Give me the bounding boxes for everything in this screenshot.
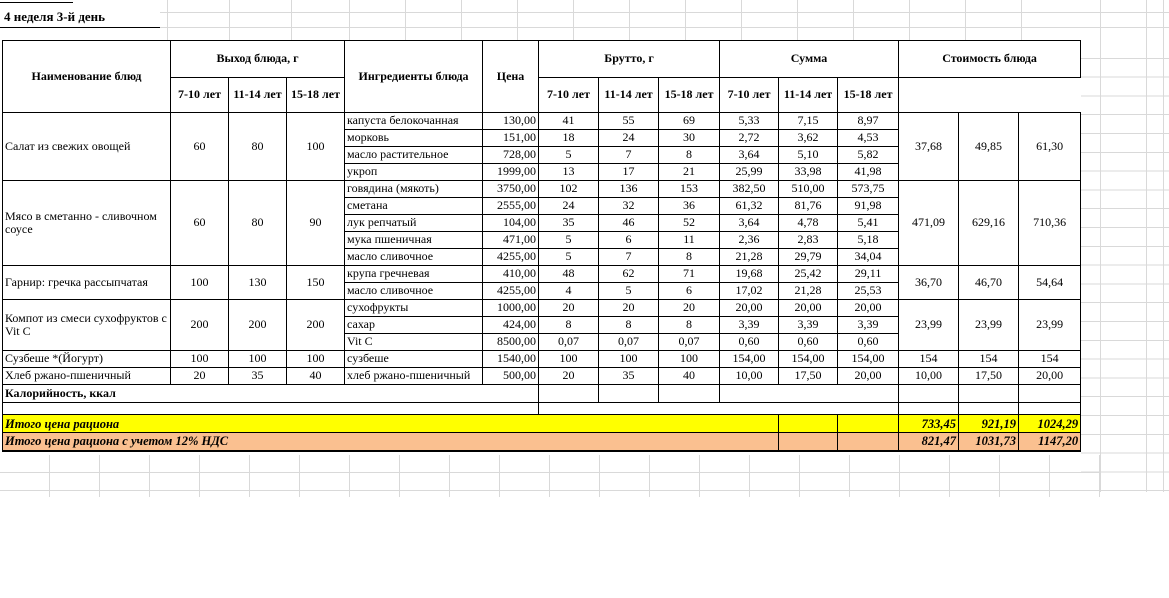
ingredient-row <box>3 181 1081 198</box>
cell-price[interactable]: 471,00 <box>483 232 539 249</box>
cell-sum[interactable]: 0,60 <box>838 334 899 351</box>
cell-empty[interactable] <box>1019 403 1081 415</box>
cell-gross[interactable]: 36 <box>659 198 720 215</box>
cell-empty[interactable] <box>1019 385 1081 403</box>
cell-gross[interactable]: 6 <box>659 283 720 300</box>
cell-gross[interactable]: 136 <box>599 181 659 198</box>
cell-gross[interactable]: 55 <box>599 113 659 130</box>
cell-ingredient[interactable]: капуста белокочанная <box>345 113 483 130</box>
cell-price[interactable]: 104,00 <box>483 215 539 232</box>
ingredient-row <box>3 266 1081 283</box>
cell-empty[interactable] <box>959 385 1019 403</box>
cell-gross[interactable]: 0,07 <box>599 334 659 351</box>
cell-sum[interactable]: 2,36 <box>720 232 779 249</box>
cell-sum[interactable]: 3,64 <box>720 147 779 164</box>
cell-empty[interactable] <box>899 385 959 403</box>
cell-total-value[interactable]: 733,45 <box>899 415 959 433</box>
cell-output[interactable]: 90 <box>287 181 345 266</box>
cell-sum[interactable]: 154,00 <box>720 351 779 368</box>
cell-cost[interactable]: 20,00 <box>1019 368 1081 385</box>
cell-empty[interactable] <box>779 433 838 451</box>
cell-empty[interactable] <box>899 403 959 415</box>
menu-cost-table <box>2 40 1081 452</box>
cell-ingredient[interactable]: морковь <box>345 130 483 147</box>
gridline <box>229 0 230 40</box>
cell-gross[interactable]: 24 <box>599 130 659 147</box>
cell-output[interactable]: 200 <box>171 300 229 351</box>
cell-output[interactable]: 100 <box>171 351 229 368</box>
gridline <box>291 0 292 40</box>
cell-sum[interactable]: 3,62 <box>779 130 838 147</box>
calories-row <box>3 385 1081 403</box>
gridline <box>160 27 1169 28</box>
cell-gross[interactable]: 46 <box>599 215 659 232</box>
header-gross-age-3[interactable]: 15-18 лет <box>659 78 720 113</box>
cell-gross[interactable]: 5 <box>539 232 599 249</box>
cell-cost[interactable]: 629,16 <box>959 181 1019 266</box>
cell-sum[interactable]: 154,00 <box>838 351 899 368</box>
cell-sum[interactable]: 5,41 <box>838 215 899 232</box>
cell-gross[interactable]: 41 <box>539 113 599 130</box>
cell-empty[interactable] <box>720 385 899 403</box>
cell-sum[interactable]: 573,75 <box>838 181 899 198</box>
header-price[interactable]: Цена <box>483 41 539 113</box>
cell-price[interactable]: 151,00 <box>483 130 539 147</box>
cell-gross[interactable]: 13 <box>539 164 599 181</box>
cell-cost[interactable]: 54,64 <box>1019 266 1081 300</box>
header-ingredients[interactable]: Ингредиенты блюда <box>345 41 483 113</box>
header-gross[interactable]: Брутто, г <box>539 41 720 78</box>
cell-cost[interactable]: 61,30 <box>1019 113 1081 181</box>
ingredient-row <box>3 113 1081 130</box>
cell-gross[interactable]: 100 <box>599 351 659 368</box>
gridline <box>685 0 686 40</box>
gridline <box>909 0 910 40</box>
cell-sum[interactable]: 19,68 <box>720 266 779 283</box>
cell-ingredient[interactable]: масло сливочное <box>345 283 483 300</box>
cell-gross[interactable]: 6 <box>599 232 659 249</box>
cell-gross[interactable]: 48 <box>539 266 599 283</box>
cell-gross[interactable]: 21 <box>659 164 720 181</box>
cell-output[interactable]: 200 <box>229 300 287 351</box>
cell-empty[interactable] <box>3 403 539 415</box>
cell-dish[interactable]: Гарнир: гречка рассыпчатая <box>3 266 171 300</box>
cell-gross[interactable]: 24 <box>539 198 599 215</box>
cell-empty[interactable] <box>659 385 720 403</box>
gridline <box>741 0 742 40</box>
cell-ingredient[interactable]: говядина (мякоть) <box>345 181 483 198</box>
cell-sum[interactable]: 61,32 <box>720 198 779 215</box>
cell-total-value[interactable]: 1147,20 <box>1019 433 1081 451</box>
cell-sum[interactable]: 25,42 <box>779 266 838 283</box>
cell-cost[interactable]: 23,99 <box>1019 300 1081 351</box>
header-gross-age-2[interactable]: 11-14 лет <box>599 78 659 113</box>
cell-ingredient[interactable]: сахар <box>345 317 483 334</box>
cell-dish[interactable]: Мясо в сметанно - сливочном соусе <box>3 181 171 266</box>
cell-output[interactable]: 100 <box>229 351 287 368</box>
cell-output[interactable]: 200 <box>287 300 345 351</box>
cell-empty[interactable] <box>838 415 899 433</box>
ingredient-row <box>3 351 1081 368</box>
cell-gross[interactable]: 102 <box>539 181 599 198</box>
cell-cost[interactable]: 23,99 <box>899 300 959 351</box>
gridline-area <box>1081 40 1169 492</box>
cell-cost[interactable]: 23,99 <box>959 300 1019 351</box>
cell-output[interactable]: 100 <box>171 266 229 300</box>
cell-ingredient[interactable]: сметана <box>345 198 483 215</box>
cell-price[interactable]: 2555,00 <box>483 198 539 215</box>
cell-sum[interactable]: 17,02 <box>720 283 779 300</box>
gridline <box>349 0 350 40</box>
cell-cost[interactable]: 46,70 <box>959 266 1019 300</box>
cell-cost[interactable]: 154 <box>959 351 1019 368</box>
cell-output[interactable]: 35 <box>229 368 287 385</box>
cell-gross[interactable]: 100 <box>539 351 599 368</box>
gridline <box>573 0 574 40</box>
cell-total-value[interactable]: 1024,29 <box>1019 415 1081 433</box>
cell-price[interactable]: 8500,00 <box>483 334 539 351</box>
cell-gross[interactable]: 62 <box>599 266 659 283</box>
cell-gross[interactable]: 30 <box>659 130 720 147</box>
total-row <box>3 415 1081 433</box>
header-output-age-3[interactable]: 15-18 лет <box>287 78 345 113</box>
header-gross-age-1[interactable]: 7-10 лет <box>539 78 599 113</box>
cell-sum[interactable]: 5,82 <box>838 147 899 164</box>
cell-dish[interactable]: Сузбеше *(Йогурт) <box>3 351 171 368</box>
cell-price[interactable]: 424,00 <box>483 317 539 334</box>
cell-gross[interactable]: 8 <box>599 317 659 334</box>
cell-price[interactable]: 410,00 <box>483 266 539 283</box>
cell-sum[interactable]: 20,00 <box>838 368 899 385</box>
cell-total-label[interactable]: Итого цена рациона <box>3 415 779 433</box>
cell-gross[interactable]: 40 <box>659 368 720 385</box>
cell-empty[interactable] <box>539 385 599 403</box>
cell-gross[interactable]: 7 <box>599 249 659 266</box>
ingredient-row <box>3 300 1081 317</box>
header-row-groups <box>3 41 1081 78</box>
header-sum-age-1[interactable]: 7-10 лет <box>720 78 779 113</box>
cell-total-label[interactable]: Итого цена рациона с учетом 12% НДС <box>3 433 779 451</box>
cell-gross[interactable]: 35 <box>539 215 599 232</box>
cell-sum[interactable]: 41,98 <box>838 164 899 181</box>
cell-price[interactable]: 4255,00 <box>483 283 539 300</box>
cell-sum[interactable]: 0,60 <box>779 334 838 351</box>
cell-gross[interactable]: 20 <box>539 368 599 385</box>
header-sum[interactable]: Сумма <box>720 41 899 78</box>
cell-sum[interactable]: 17,50 <box>779 368 838 385</box>
gridline <box>1021 0 1022 40</box>
cell-price[interactable]: 500,00 <box>483 368 539 385</box>
cell-gross[interactable]: 20 <box>599 300 659 317</box>
cell-sum[interactable]: 25,53 <box>838 283 899 300</box>
gridline <box>965 0 966 40</box>
cell-sum[interactable]: 21,28 <box>720 249 779 266</box>
cell-gross[interactable]: 100 <box>659 351 720 368</box>
cell-price[interactable]: 1000,00 <box>483 300 539 317</box>
cell-cost[interactable]: 154 <box>899 351 959 368</box>
cell-sum[interactable]: 5,18 <box>838 232 899 249</box>
cell-ingredient[interactable]: масло растительное <box>345 147 483 164</box>
cell-output[interactable]: 20 <box>171 368 229 385</box>
cell-cost[interactable]: 471,09 <box>899 181 959 266</box>
cell-sum[interactable]: 3,39 <box>720 317 779 334</box>
cell-sum[interactable]: 0,60 <box>720 334 779 351</box>
cell-sum[interactable]: 2,72 <box>720 130 779 147</box>
cell-sum[interactable]: 10,00 <box>720 368 779 385</box>
cell-dish[interactable]: Хлеб ржано-пшеничный <box>3 368 171 385</box>
header-output-age-2[interactable]: 11-14 лет <box>229 78 287 113</box>
cell-ingredient[interactable]: лук репчатый <box>345 215 483 232</box>
gridline <box>797 0 798 40</box>
cell-empty[interactable] <box>838 433 899 451</box>
total-with-vat-row <box>3 433 1081 451</box>
cell-sum[interactable]: 91,98 <box>838 198 899 215</box>
cell-ingredient[interactable]: сухофрукты <box>345 300 483 317</box>
cell-output[interactable]: 150 <box>287 266 345 300</box>
cell-gross[interactable]: 35 <box>599 368 659 385</box>
cell-ingredient[interactable]: хлеб ржано-пшеничный <box>345 368 483 385</box>
cell-cost[interactable]: 36,70 <box>899 266 959 300</box>
cell-sum[interactable]: 29,11 <box>838 266 899 283</box>
cell-cost[interactable]: 710,36 <box>1019 181 1081 266</box>
cell-sum[interactable]: 3,39 <box>838 317 899 334</box>
cell-sum[interactable]: 3,64 <box>720 215 779 232</box>
cell-output[interactable]: 130 <box>229 266 287 300</box>
cell-empty[interactable] <box>959 403 1019 415</box>
cell-cost[interactable]: 49,85 <box>959 113 1019 181</box>
cell-gross[interactable]: 5 <box>599 283 659 300</box>
cell-gross[interactable]: 4 <box>539 283 599 300</box>
cell-cost[interactable]: 10,00 <box>899 368 959 385</box>
cell-total-value[interactable]: 1031,73 <box>959 433 1019 451</box>
cell-ingredient[interactable]: укроп <box>345 164 483 181</box>
gridline <box>167 0 168 40</box>
cell-output[interactable]: 80 <box>229 181 287 266</box>
cell-gross[interactable]: 8 <box>659 317 720 334</box>
cell-price[interactable]: 1540,00 <box>483 351 539 368</box>
sheet-title-cell[interactable]: 4 неделя 3-й день <box>4 9 106 24</box>
cell-ingredient[interactable]: крупа гречневая <box>345 266 483 283</box>
cell-gross[interactable]: 18 <box>539 130 599 147</box>
cell-ingredient[interactable]: Vit C <box>345 334 483 351</box>
cell-output[interactable]: 60 <box>171 181 229 266</box>
cell-sum[interactable]: 8,97 <box>838 113 899 130</box>
header-sum-age-3[interactable]: 15-18 лет <box>838 78 899 113</box>
cell-calories-label[interactable]: Калорийность, ккал <box>3 385 539 403</box>
cell-gross[interactable]: 8 <box>659 147 720 164</box>
cell-gross[interactable]: 0,07 <box>539 334 599 351</box>
gridline <box>405 0 406 40</box>
cell-sum[interactable]: 4,53 <box>838 130 899 147</box>
cell-price[interactable]: 728,00 <box>483 147 539 164</box>
cell-gross[interactable]: 7 <box>599 147 659 164</box>
cell-gross[interactable]: 0,07 <box>659 334 720 351</box>
cell-price[interactable]: 3750,00 <box>483 181 539 198</box>
gridline <box>517 0 518 40</box>
cell-empty[interactable] <box>599 385 659 403</box>
cell-gross[interactable]: 17 <box>599 164 659 181</box>
cell-output[interactable]: 40 <box>287 368 345 385</box>
cell-cost[interactable]: 37,68 <box>899 113 959 181</box>
cell-sum[interactable]: 20,00 <box>779 300 838 317</box>
cell-sum[interactable]: 81,76 <box>779 198 838 215</box>
cell-total-value[interactable]: 921,19 <box>959 415 1019 433</box>
cell-ingredient[interactable]: мука пшеничная <box>345 232 483 249</box>
cell-ingredient[interactable]: сузбеше <box>345 351 483 368</box>
cell-sum[interactable]: 33,98 <box>779 164 838 181</box>
title-cell-border <box>0 27 160 28</box>
cell-gross[interactable]: 20 <box>539 300 599 317</box>
cell-cost[interactable]: 154 <box>1019 351 1081 368</box>
cell-gross[interactable]: 11 <box>659 232 720 249</box>
header-sum-age-2[interactable]: 11-14 лет <box>779 78 838 113</box>
cell-dish[interactable]: Компот из смеси сухофруктов с Vit C <box>3 300 171 351</box>
gridline <box>160 12 1169 13</box>
cell-sum[interactable]: 34,04 <box>838 249 899 266</box>
header-dish-name[interactable]: Наименование блюд <box>3 41 171 113</box>
cell-gross[interactable]: 5 <box>539 249 599 266</box>
cell-dish[interactable]: Салат из свежих овощей <box>3 113 171 181</box>
cell-gross[interactable]: 20 <box>659 300 720 317</box>
cell-gross[interactable]: 32 <box>599 198 659 215</box>
cell-cost[interactable]: 17,50 <box>959 368 1019 385</box>
cell-price[interactable]: 1999,00 <box>483 164 539 181</box>
gridline <box>853 0 854 40</box>
cell-sum[interactable]: 510,00 <box>779 181 838 198</box>
cell-sum[interactable]: 382,50 <box>720 181 779 198</box>
cell-sum[interactable]: 20,00 <box>720 300 779 317</box>
cell-empty[interactable] <box>779 415 838 433</box>
cell-gross[interactable]: 8 <box>539 317 599 334</box>
header-output-age-1[interactable]: 7-10 лет <box>171 78 229 113</box>
cell-output[interactable]: 60 <box>171 113 229 181</box>
cell-sum[interactable]: 20,00 <box>838 300 899 317</box>
header-output[interactable]: Выход блюда, г <box>171 41 345 78</box>
cell-gross[interactable]: 71 <box>659 266 720 283</box>
header-cost[interactable]: Стоимость блюда <box>899 41 1081 78</box>
cell-gross[interactable]: 5 <box>539 147 599 164</box>
gridline <box>0 2 73 3</box>
cell-sum[interactable]: 7,15 <box>779 113 838 130</box>
cell-output[interactable]: 100 <box>287 351 345 368</box>
cell-sum[interactable]: 5,33 <box>720 113 779 130</box>
cell-total-value[interactable]: 821,47 <box>899 433 959 451</box>
cell-sum[interactable]: 21,28 <box>779 283 838 300</box>
gridline <box>461 0 462 40</box>
cell-gross[interactable]: 52 <box>659 215 720 232</box>
cell-sum[interactable]: 3,39 <box>779 317 838 334</box>
cell-gross[interactable]: 8 <box>659 249 720 266</box>
ingredient-row <box>3 368 1081 385</box>
cell-price[interactable]: 4255,00 <box>483 249 539 266</box>
cell-output[interactable]: 100 <box>287 113 345 181</box>
cell-sum[interactable]: 29,79 <box>779 249 838 266</box>
spacer-row <box>3 403 1081 415</box>
gridline-area <box>0 455 1100 497</box>
cell-gross[interactable]: 69 <box>659 113 720 130</box>
cell-sum[interactable]: 154,00 <box>779 351 838 368</box>
cell-output[interactable]: 80 <box>229 113 287 181</box>
cell-ingredient[interactable]: масло сливочное <box>345 249 483 266</box>
cell-empty[interactable] <box>539 403 899 415</box>
gridline <box>629 0 630 40</box>
cell-sum[interactable]: 5,10 <box>779 147 838 164</box>
cell-gross[interactable]: 153 <box>659 181 720 198</box>
cell-sum[interactable]: 4,78 <box>779 215 838 232</box>
cell-sum[interactable]: 25,99 <box>720 164 779 181</box>
cell-sum[interactable]: 2,83 <box>779 232 838 249</box>
cell-price[interactable]: 130,00 <box>483 113 539 130</box>
